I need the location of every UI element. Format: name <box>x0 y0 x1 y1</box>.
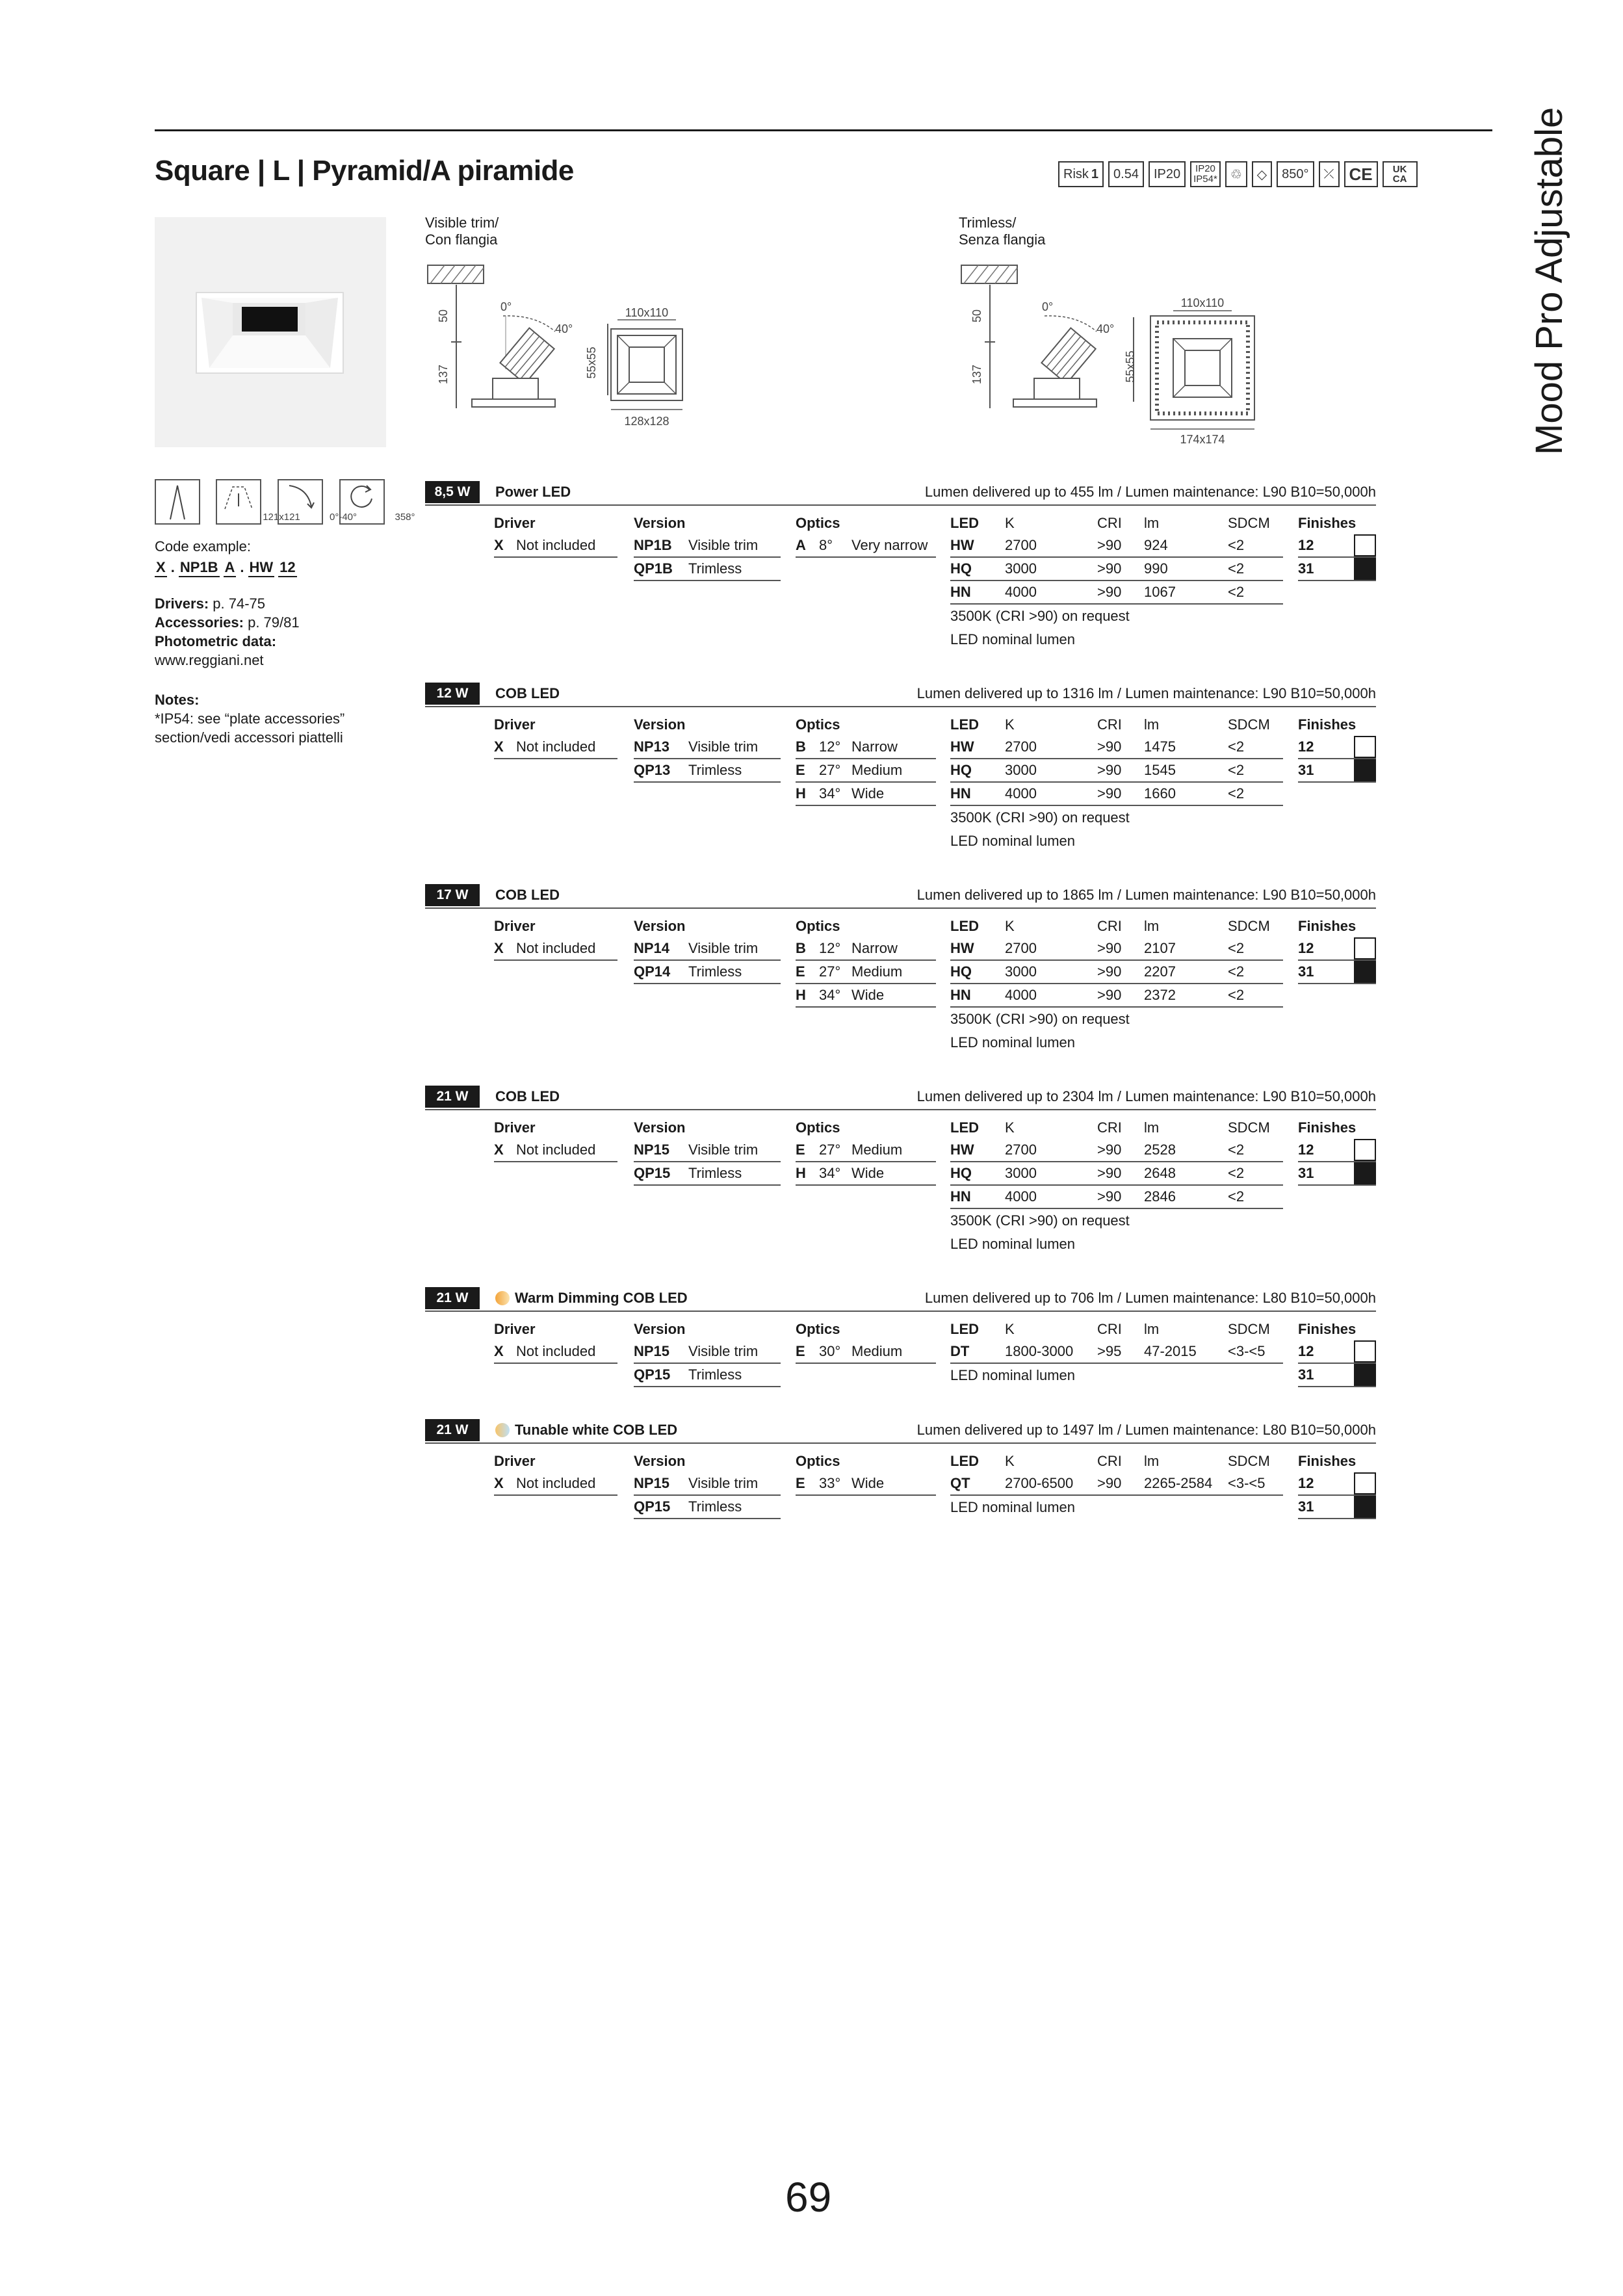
block-header <box>425 1086 1376 1110</box>
svg-text:128x128: 128x128 <box>624 415 669 428</box>
led-note: LED nominal lumen <box>950 1236 1075 1252</box>
version-column: Version NP14 Visible trim QP14 Trimless <box>634 918 781 984</box>
svg-text:110x110: 110x110 <box>625 306 669 319</box>
version-column: Version NP1B Visible trim QP1B Trimless <box>634 515 781 581</box>
product-block <box>425 1419 1376 1515</box>
finish-row: 12 <box>1298 736 1376 759</box>
product-type: Tunable white COB LED <box>495 1422 677 1439</box>
optics-row: E 27° Medium <box>796 961 936 984</box>
finish-row: 31 <box>1298 558 1376 581</box>
no-insulation-cover-icon: ⤫ <box>1319 161 1340 187</box>
version-row: QP15 Trimless <box>634 1496 781 1519</box>
finish-swatch <box>1354 1139 1376 1161</box>
ip-rating-stack-icon: IP20 IP54* <box>1190 161 1221 187</box>
svg-text:40°: 40° <box>1097 322 1115 335</box>
ukca-mark-icon: UK CA <box>1383 161 1418 187</box>
optics-column: Optics E 30° Medium <box>796 1321 936 1364</box>
svg-text:174x174: 174x174 <box>1180 433 1225 446</box>
product-block <box>425 1086 1376 1252</box>
led-row: HN 4000 >90 2846 <2 <box>950 1186 1283 1209</box>
version-row: NP14 Visible trim <box>634 937 781 961</box>
color-temp-icon <box>495 1423 510 1437</box>
technical-drawing-visible-trim <box>425 259 698 441</box>
led-note: LED nominal lumen <box>950 1499 1075 1515</box>
finish-swatch <box>1354 1162 1376 1184</box>
version-column: Version NP13 Visible trim QP13 Trimless <box>634 716 781 783</box>
product-photo <box>155 217 386 447</box>
finish-swatch <box>1354 961 1376 983</box>
optics-row: B 12° Narrow <box>796 937 936 961</box>
ip-rating-icon: IP20 <box>1149 161 1186 187</box>
version-row: QP15 Trimless <box>634 1162 781 1186</box>
lumen-info: Lumen delivered up to 2304 lm / Lumen maintenance: L90 B10=50,000h <box>916 1088 1376 1104</box>
led-note: 3500K (CRI >90) on request <box>950 1011 1130 1027</box>
version-row: QP14 Trimless <box>634 961 781 984</box>
optics-row: E 27° Medium <box>796 759 936 783</box>
svg-text:50: 50 <box>437 309 450 323</box>
led-row: HN 4000 >90 1067 <2 <box>950 581 1283 605</box>
led-note: LED nominal lumen <box>950 833 1075 849</box>
optics-column: Optics B 12° Narrow E 27° Medium H 34° Wide <box>796 918 936 1008</box>
driver-column: Driver X Not included <box>494 716 617 759</box>
cutout-icon: 121x121 <box>216 479 261 525</box>
notes: Notes: *IP54: see “plate accessories” section/vedi accessori piattelli <box>155 692 345 746</box>
ce-mark-icon: CE <box>1344 161 1378 187</box>
product-type: COB LED <box>495 685 560 701</box>
code-part: 12 <box>278 559 296 577</box>
color-temp-icon <box>495 1291 510 1305</box>
optics-row: E 30° Medium <box>796 1340 936 1364</box>
version-row: NP15 Visible trim <box>634 1472 781 1496</box>
product-type: Warm Dimming COB LED <box>495 1290 688 1307</box>
finish-swatch <box>1354 937 1376 959</box>
svg-text:0°: 0° <box>1042 300 1054 313</box>
power-badge: 12 W <box>425 683 480 705</box>
drawing-label-visible-trim: Visible trim/ Con flangia <box>425 215 499 248</box>
code-example-label: Code example: <box>155 538 251 554</box>
website-link[interactable]: www.reggiani.net <box>155 652 264 668</box>
led-row: HQ 3000 >90 2207 <2 <box>950 961 1283 984</box>
block-header <box>425 884 1376 909</box>
driver-row: X Not included <box>494 534 617 558</box>
optics-row: H 34° Wide <box>796 1162 936 1186</box>
references: Drivers: p. 74-75 Accessories: p. 79/81 Photometric data: www.reggiani.net <box>155 594 389 670</box>
finish-swatch <box>1354 1472 1376 1494</box>
led-column: LED K CRI lm SDCM QT 2700-6500 >90 2265-2584 <3-<5 LED nominal lumen <box>950 1453 1283 1519</box>
code-separator: . <box>170 559 175 575</box>
lumen-info: Lumen delivered up to 706 lm / Lumen maintenance: L80 B10=50,000h <box>924 1290 1376 1306</box>
version-row: NP15 Visible trim <box>634 1139 781 1162</box>
finish-swatch <box>1354 1340 1376 1363</box>
product-type: Power LED <box>495 484 571 500</box>
block-header <box>425 481 1376 506</box>
led-note: 3500K (CRI >90) on request <box>950 809 1130 826</box>
finishes-column: Finishes 12 31 <box>1298 918 1376 984</box>
led-row: QT 2700-6500 >90 2265-2584 <3-<5 <box>950 1472 1283 1496</box>
glow-wire-icon: 850° <box>1277 161 1314 187</box>
finishes-column: Finishes 12 31 <box>1298 716 1376 783</box>
driver-row: X Not included <box>494 736 617 759</box>
product-block <box>425 884 1376 1050</box>
block-header <box>425 1287 1376 1312</box>
product-block <box>425 1287 1376 1383</box>
driver-column: Driver X Not included <box>494 515 617 558</box>
led-note: 3500K (CRI >90) on request <box>950 1212 1130 1229</box>
led-column: LED K CRI lm SDCM HW 2700 >90 1475 <2 HQ 3000 >90 1545 <2 HN 4000 >90 1660 <2 3500K (CRI >90) on request LED nominal lumen <box>950 716 1283 853</box>
finish-row: 12 <box>1298 937 1376 961</box>
led-row: HW 2700 >90 2528 <2 <box>950 1139 1283 1162</box>
finish-swatch <box>1354 1496 1376 1518</box>
finish-row: 31 <box>1298 1496 1376 1519</box>
optics-column: Optics E 33° Wide <box>796 1453 936 1496</box>
optics-row: E 33° Wide <box>796 1472 936 1496</box>
version-row: QP1B Trimless <box>634 558 781 581</box>
svg-text:55x55: 55x55 <box>585 346 598 379</box>
lumen-info: Lumen delivered up to 1865 lm / Lumen maintenance: L90 B10=50,000h <box>916 887 1376 903</box>
lumen-info: Lumen delivered up to 1497 lm / Lumen maintenance: L80 B10=50,000h <box>916 1422 1376 1438</box>
tilt-icon: 0°-40° <box>278 479 323 525</box>
optics-column: Optics E 27° Medium H 34° Wide <box>796 1119 936 1186</box>
certification-strip <box>1058 161 1418 187</box>
led-note: LED nominal lumen <box>950 1367 1075 1383</box>
led-note: 3500K (CRI >90) on request <box>950 608 1130 624</box>
svg-text:110x110: 110x110 <box>1180 296 1225 309</box>
version-column: Version NP15 Visible trim QP15 Trimless <box>634 1321 781 1387</box>
lumen-info: Lumen delivered up to 1316 lm / Lumen maintenance: L90 B10=50,000h <box>916 685 1376 701</box>
finish-row: 31 <box>1298 1162 1376 1186</box>
page-title: Square | L | Pyramid/A piramide <box>155 155 574 187</box>
recycle-icon: ♲ <box>1225 161 1247 187</box>
led-row: HN 4000 >90 2372 <2 <box>950 984 1283 1008</box>
driver-row: X Not included <box>494 1139 617 1162</box>
svg-text:0°: 0° <box>500 300 512 313</box>
finishes-column: Finishes 12 31 <box>1298 515 1376 581</box>
version-row: NP15 Visible trim <box>634 1340 781 1364</box>
finishes-column: Finishes 12 31 <box>1298 1453 1376 1519</box>
finish-swatch <box>1354 1364 1376 1386</box>
led-row: HQ 3000 >90 2648 <2 <box>950 1162 1283 1186</box>
power-badge: 21 W <box>425 1086 480 1108</box>
optics-row: B 12° Narrow <box>796 736 936 759</box>
power-badge: 21 W <box>425 1419 480 1441</box>
insulation-class-icon: ◇ <box>1252 161 1272 187</box>
version-row: QP13 Trimless <box>634 759 781 783</box>
product-type: COB LED <box>495 1088 560 1104</box>
lumen-info: Lumen delivered up to 455 lm / Lumen maintenance: L90 B10=50,000h <box>924 484 1376 500</box>
optics-column: Optics B 12° Narrow E 27° Medium H 34° Wide <box>796 716 936 806</box>
block-header <box>425 683 1376 707</box>
optics-column: Optics A 8° Very narrow <box>796 515 936 558</box>
product-block <box>425 481 1376 647</box>
led-column: LED K CRI lm SDCM DT 1800-3000 >95 47-2015 <3-<5 LED nominal lumen <box>950 1321 1283 1387</box>
code-example <box>155 559 297 577</box>
driver-column: Driver X Not included <box>494 1119 617 1162</box>
finishes-column: Finishes 12 31 <box>1298 1321 1376 1387</box>
finish-swatch <box>1354 534 1376 556</box>
technical-drawing-trimless <box>959 259 1271 454</box>
page-number: 69 <box>785 2174 832 2221</box>
version-column: Version NP15 Visible trim QP15 Trimless <box>634 1119 781 1186</box>
code-part: X <box>155 559 167 577</box>
finish-row: 12 <box>1298 1139 1376 1162</box>
led-row: HW 2700 >90 1475 <2 <box>950 736 1283 759</box>
finish-swatch <box>1354 558 1376 580</box>
code-part: HW <box>248 559 275 577</box>
finish-row: 12 <box>1298 1340 1376 1364</box>
side-section-title: Mood Pro Adjustable <box>1528 107 1570 455</box>
driver-column: Driver X Not included <box>494 1453 617 1496</box>
finish-row: 31 <box>1298 961 1376 984</box>
led-column: LED K CRI lm SDCM HW 2700 >90 2528 <2 HQ 3000 >90 2648 <2 HN 4000 >90 2846 <2 3500K (CRI >90) on request LED nominal lumen <box>950 1119 1283 1256</box>
svg-text:40°: 40° <box>555 322 573 335</box>
optics-row: A 8° Very narrow <box>796 534 936 558</box>
svg-text:50: 50 <box>970 309 983 323</box>
block-header <box>425 1419 1376 1444</box>
version-row: QP15 Trimless <box>634 1364 781 1387</box>
led-column: LED K CRI lm SDCM HW 2700 >90 924 <2 HQ 3000 >90 990 <2 HN 4000 >90 1067 <2 3500K (CRI >90) on request LED nominal lumen <box>950 515 1283 651</box>
driver-column: Driver X Not included <box>494 918 617 961</box>
power-badge: 21 W <box>425 1287 480 1309</box>
code-separator: . <box>240 559 244 575</box>
led-row: HW 2700 >90 2107 <2 <box>950 937 1283 961</box>
optics-row: H 34° Wide <box>796 783 936 806</box>
optics-row: H 34° Wide <box>796 984 936 1008</box>
finish-row: 31 <box>1298 1364 1376 1387</box>
led-row: HQ 3000 >90 1545 <2 <box>950 759 1283 783</box>
led-column: LED K CRI lm SDCM HW 2700 >90 2107 <2 HQ 3000 >90 2207 <2 HN 4000 >90 2372 <2 3500K (CRI >90) on request LED nominal lumen <box>950 918 1283 1054</box>
svg-text:55x55: 55x55 <box>1124 350 1137 383</box>
led-row: HN 4000 >90 1660 <2 <box>950 783 1283 806</box>
driver-row: X Not included <box>494 1340 617 1364</box>
product-type: COB LED <box>495 887 560 903</box>
led-row: HQ 3000 >90 990 <2 <box>950 558 1283 581</box>
power-badge: 8,5 W <box>425 481 480 503</box>
finish-swatch <box>1354 736 1376 758</box>
version-row: NP13 Visible trim <box>634 736 781 759</box>
svg-text:137: 137 <box>437 364 450 385</box>
risk-group-icon: Risk 1 <box>1058 161 1104 187</box>
driver-row: X Not included <box>494 1472 617 1496</box>
code-part: A <box>224 559 237 577</box>
version-column: Version NP15 Visible trim QP15 Trimless <box>634 1453 781 1519</box>
led-row: HW 2700 >90 924 <2 <box>950 534 1283 558</box>
finish-row: 31 <box>1298 759 1376 783</box>
driver-column: Driver X Not included <box>494 1321 617 1364</box>
svg-text:137: 137 <box>970 364 983 385</box>
finish-row: 12 <box>1298 534 1376 558</box>
led-note: LED nominal lumen <box>950 631 1075 647</box>
code-part: NP1B <box>179 559 220 577</box>
top-rule <box>155 129 1492 131</box>
beam-icon <box>155 479 200 525</box>
finishes-column: Finishes 12 31 <box>1298 1119 1376 1186</box>
product-block <box>425 683 1376 849</box>
drawing-label-trimless: Trimless/ Senza flangia <box>959 215 1046 248</box>
led-note: LED nominal lumen <box>950 1034 1075 1050</box>
driver-row: X Not included <box>494 937 617 961</box>
finish-swatch <box>1354 759 1376 781</box>
finish-row: 12 <box>1298 1472 1376 1496</box>
rotation-icon: 358° <box>339 479 385 525</box>
optics-row: E 27° Medium <box>796 1139 936 1162</box>
led-row: DT 1800-3000 >95 47-2015 <3-<5 <box>950 1340 1283 1364</box>
weight-icon: 0.54 <box>1108 161 1144 187</box>
version-row: NP1B Visible trim <box>634 534 781 558</box>
power-badge: 17 W <box>425 884 480 906</box>
